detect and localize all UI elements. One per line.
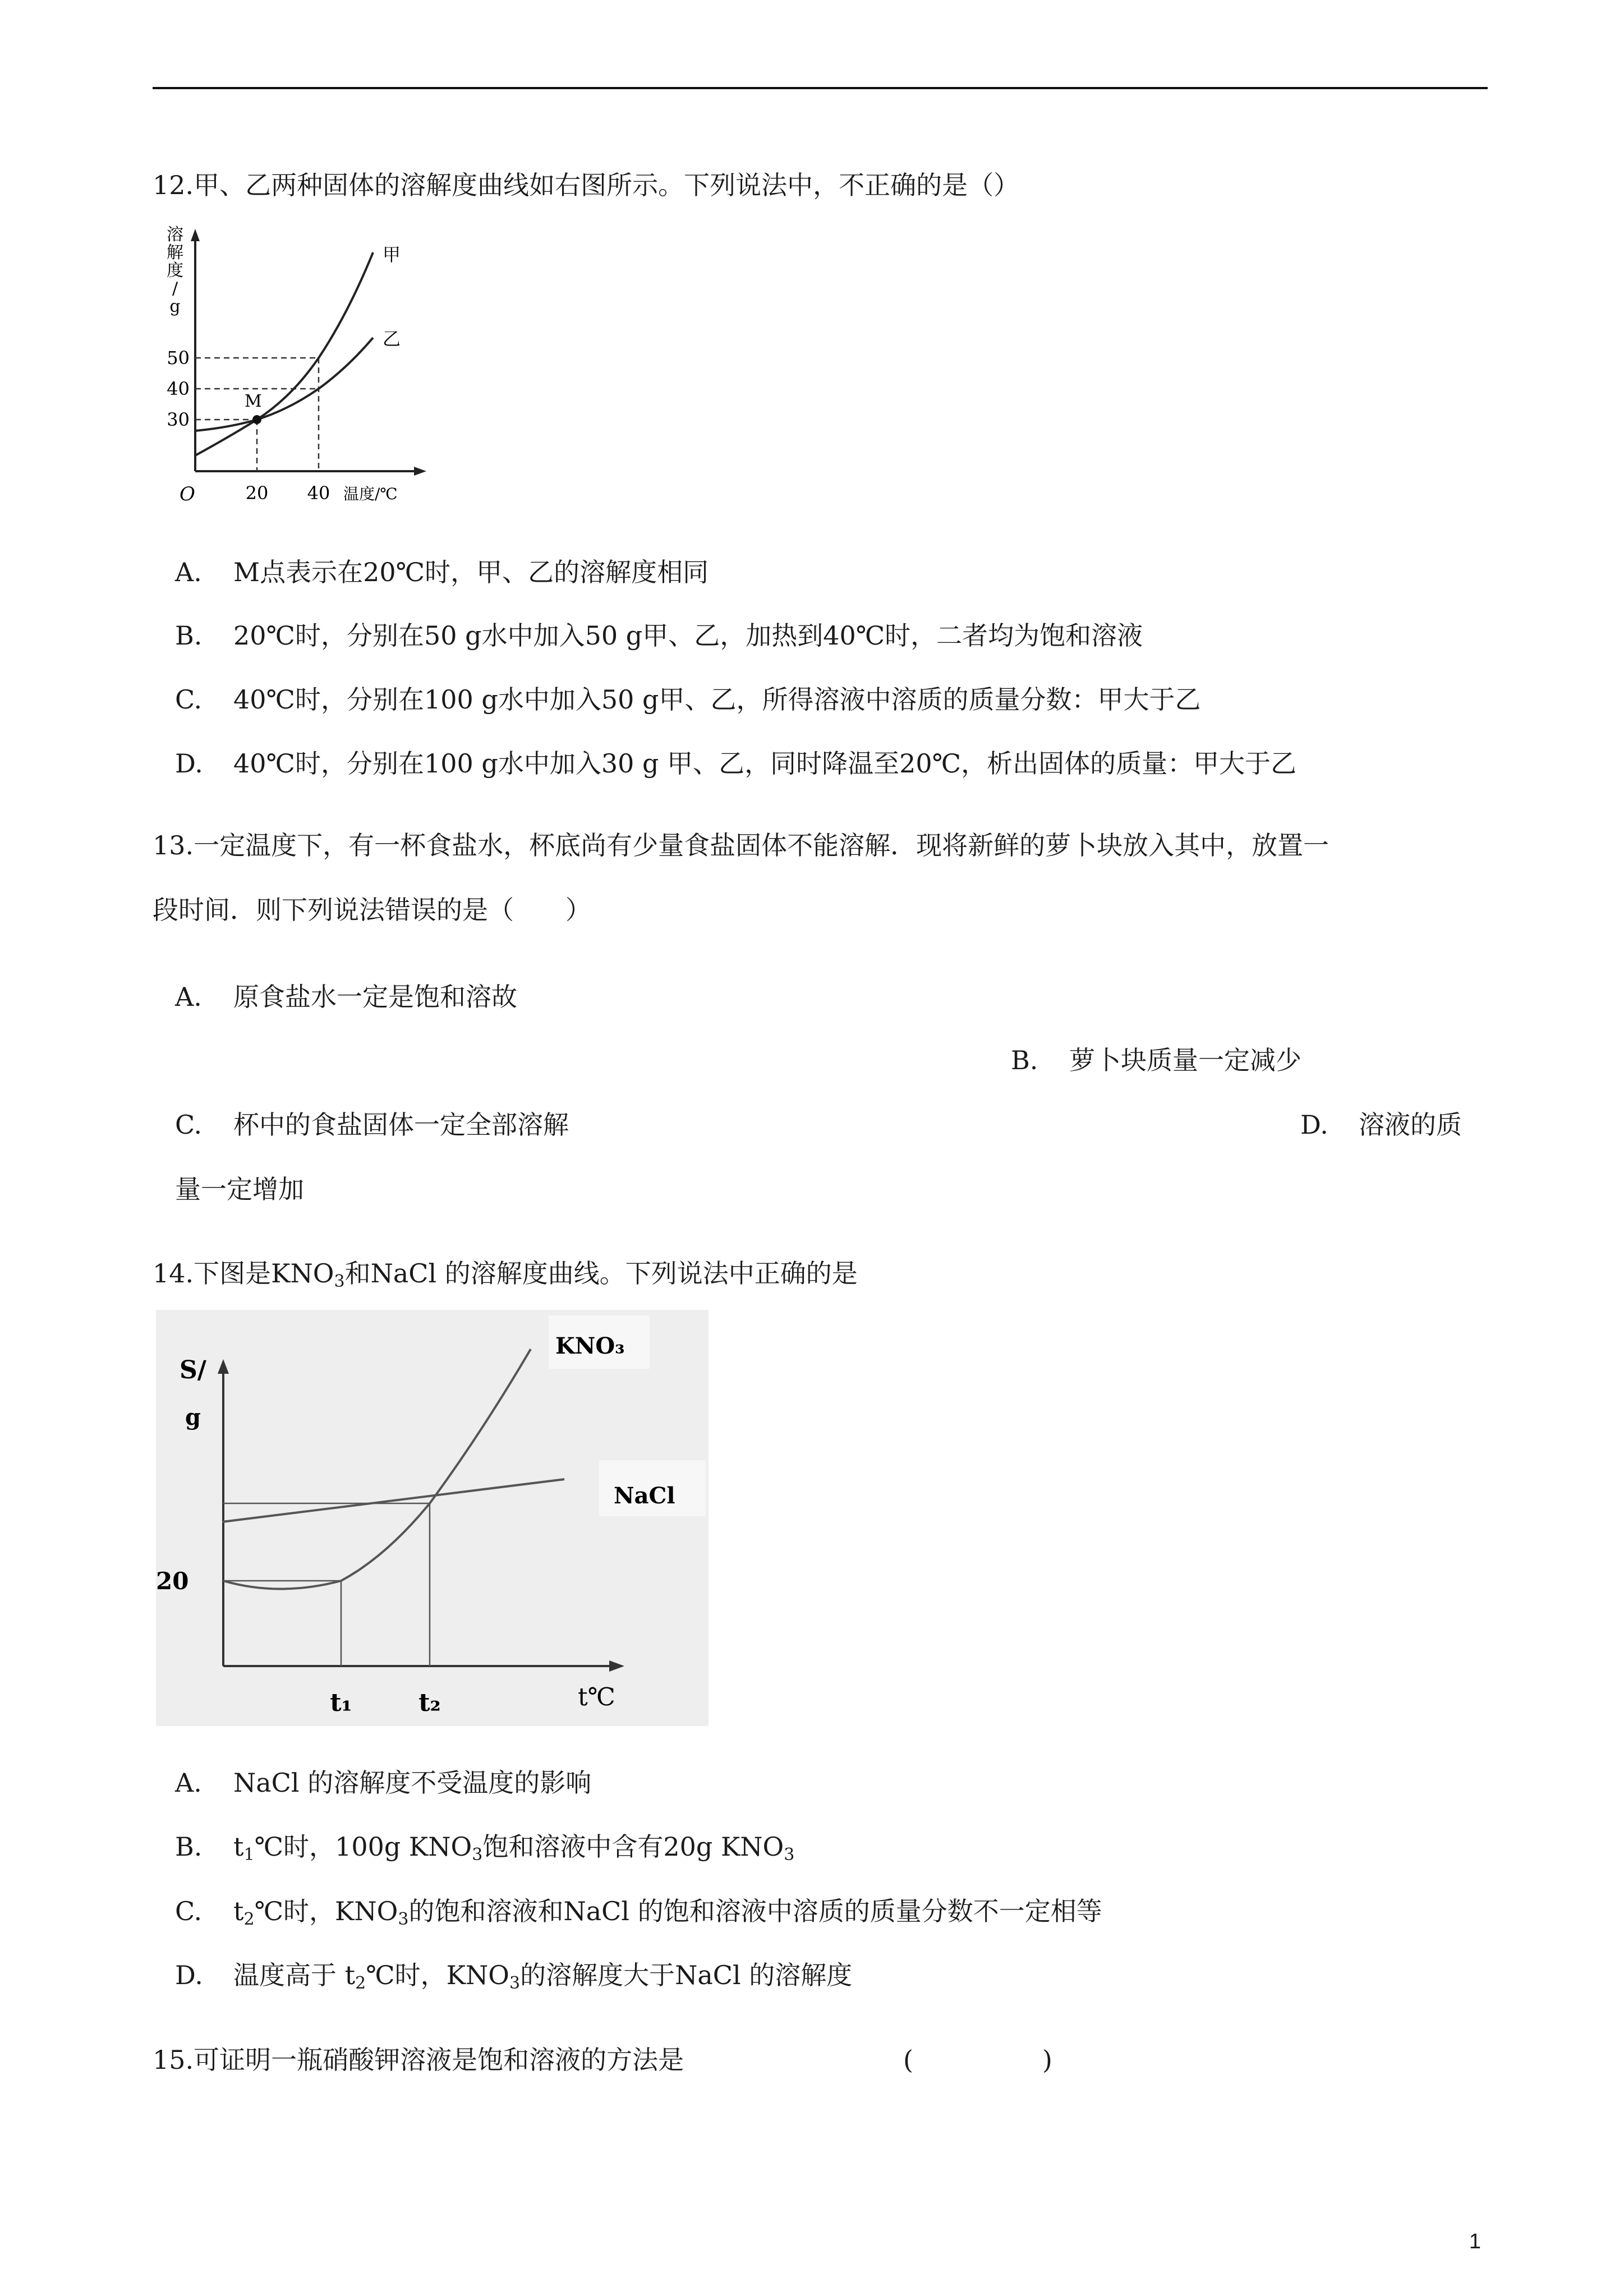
q14-option-d-p1: 温度高于 t — [233, 1960, 356, 1990]
q13-option-a-label: A. — [175, 982, 202, 1012]
q12-option-d-label: D. — [175, 748, 203, 779]
q12-series-label-jia: 甲 — [383, 244, 401, 265]
q14-option-d — [175, 1958, 852, 1992]
q12-ylabel-3: / — [172, 279, 178, 298]
q12-solubility-chart — [163, 219, 432, 510]
q12-option-c — [175, 683, 1200, 716]
q14-option-d-p3: 的溶解度大于NaCl 的溶解度 — [520, 1960, 853, 1990]
q13-option-b — [1011, 1043, 1301, 1077]
q12-option-b-text: 20℃时，分别在50 g水中加入50 g甲、乙，加热到40℃时，二者均为饱和溶液 — [233, 620, 1143, 651]
q14-xtick-t2: t₂ — [418, 1688, 441, 1717]
q14-option-d-label: D. — [175, 1960, 203, 1990]
q14-option-c — [175, 1894, 1102, 1928]
q12-ylabel-4: g — [169, 297, 181, 316]
q14-option-c-label: C. — [175, 1896, 203, 1926]
q15-answer-paren: ( ) — [903, 2045, 1052, 2075]
q12-curve-yi — [195, 338, 373, 431]
q12-option-b-label: B. — [175, 620, 203, 651]
q14-option-a — [175, 1766, 591, 1800]
q12-option-c-text: 40℃时，分别在100 g水中加入50 g甲、乙，所得溶液中溶质的质量分数：甲大于乙 — [233, 684, 1201, 715]
q14-xtick-t1: t₁ — [330, 1688, 352, 1717]
q12-point-m-label: M — [245, 392, 262, 411]
q12-ylabel-2: 度 — [167, 261, 183, 280]
q12-option-d — [175, 747, 1296, 780]
q13-option-a — [175, 980, 517, 1014]
q14-chart-background — [156, 1310, 709, 1726]
q12-point-m — [252, 415, 261, 424]
q13-option-d-continuation: 量一定增加 — [175, 1174, 304, 1204]
q12-ylabel-0: 溶 — [167, 225, 183, 245]
q12-option-b — [175, 619, 1143, 652]
q12-ytick-40: 40 — [167, 378, 190, 399]
q12-xtick-20: 20 — [245, 482, 269, 504]
q13-option-b-text: 萝卜块质量一定减少 — [1069, 1045, 1301, 1075]
q14-xlabel: t℃ — [578, 1683, 615, 1711]
q13-option-c — [175, 1108, 569, 1142]
q13-option-c-text: 杯中的食盐固体一定全部溶解 — [233, 1110, 569, 1140]
q12-xtick-40: 40 — [307, 482, 330, 504]
q14-option-c-s1: 2 — [243, 1910, 255, 1929]
q14-option-a-label: A. — [175, 1768, 202, 1798]
q12-option-a-text: M点表示在20℃时，甲、乙的溶解度相同 — [233, 557, 709, 587]
q13-option-b-label: B. — [1011, 1045, 1038, 1075]
q12-option-a — [175, 555, 709, 589]
q14-stem — [153, 1257, 858, 1290]
q14-solubility-chart — [156, 1310, 709, 1726]
q12-option-d-text: 40℃时，分别在100 g水中加入30 g 甲、乙，同时降温至20℃，析出固体的质量：甲大于乙 — [233, 748, 1297, 779]
q12-x-arrow — [414, 467, 426, 476]
q13-stem-line2: 段时间．则下列说法错误的是（ ） — [153, 895, 591, 925]
q14-stem-prefix: 14.下图是KNO — [153, 1258, 334, 1289]
page-number: 1 — [1469, 2230, 1481, 2253]
q14-option-c-p3: 的饱和溶液和NaCl 的饱和溶液中溶质的质量分数不一定相等 — [408, 1896, 1102, 1926]
q14-ylabel-line2: g — [185, 1404, 201, 1430]
q15-stem: 15.可证明一瓶硝酸钾溶液是饱和溶液的方法是 — [153, 2045, 684, 2075]
q14-option-a-text: NaCl 的溶解度不受温度的影响 — [233, 1768, 592, 1798]
q12-ytick-30: 30 — [167, 409, 190, 430]
q14-stem-suffix: 和NaCl 的溶解度曲线。下列说法中正确的是 — [344, 1258, 858, 1289]
q14-option-c-p1: t — [233, 1896, 244, 1926]
q14-stem-sub: 3 — [334, 1272, 345, 1291]
q12-y-arrow — [191, 229, 200, 241]
q12-curve-jia — [195, 252, 373, 455]
q13-option-d-label: D. — [1300, 1110, 1328, 1140]
q14-option-b — [175, 1830, 794, 1864]
q14-option-d-p2: ℃时，KNO — [366, 1960, 509, 1990]
q14-ytick-20: 20 — [156, 1567, 189, 1595]
header-rule — [153, 87, 1488, 89]
q14-option-c-s2: 3 — [398, 1910, 409, 1929]
q13-option-c-label: C. — [175, 1110, 203, 1140]
q14-option-b-s2: 3 — [472, 1845, 483, 1865]
q13-stem-line1: 13.一定温度下，有一杯食盐水，杯底尚有少量食盐固体不能溶解．现将新鲜的萝卜块放入其中，放置一 — [153, 830, 1329, 861]
q14-option-c-p2: ℃时，KNO — [254, 1896, 398, 1926]
q14-option-b-p1: t — [233, 1832, 244, 1862]
q12-series-label-yi: 乙 — [383, 328, 401, 349]
q12-stem: 12.甲、乙两种固体的溶解度曲线如右图所示。下列说法中，不正确的是（） — [153, 170, 1020, 200]
q13-option-d-text: 溶液的质 — [1359, 1110, 1462, 1140]
q14-option-b-label: B. — [175, 1832, 203, 1862]
q14-option-b-s1: 1 — [243, 1845, 255, 1865]
q12-ytick-50: 50 — [167, 347, 190, 369]
q12-option-c-label: C. — [175, 684, 203, 715]
q14-ylabel-line1: S/ — [180, 1356, 206, 1384]
q12-xlabel: 温度/℃ — [343, 485, 398, 503]
q12-option-a-label: A. — [175, 557, 202, 587]
q14-series-label-kno3: KNO₃ — [555, 1333, 625, 1359]
q12-origin: O — [180, 483, 195, 505]
q13-option-a-text: 原食盐水一定是饱和溶故 — [233, 982, 517, 1012]
q14-option-b-p3: 饱和溶液中含有20g KNO — [482, 1832, 784, 1862]
q14-option-d-s2: 3 — [509, 1973, 521, 1993]
q14-option-d-s1: 2 — [355, 1973, 366, 1993]
q14-option-b-p2: ℃时，100g KNO — [254, 1832, 472, 1862]
q13-option-d — [1300, 1108, 1462, 1142]
q12-ylabel-1: 解 — [167, 243, 183, 263]
q14-series-label-nacl: NaCl — [614, 1483, 675, 1509]
q14-option-b-s3: 3 — [784, 1845, 795, 1865]
